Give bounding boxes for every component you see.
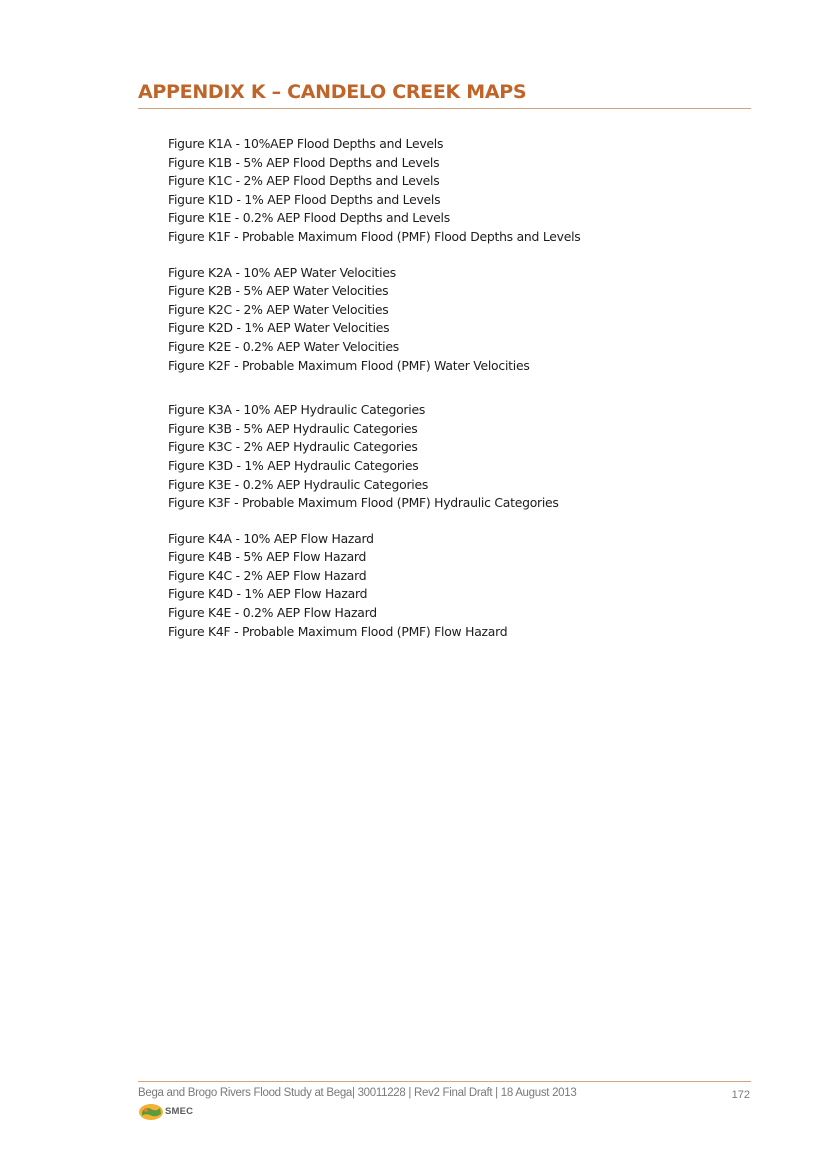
figure-item: Figure K1B - 5% AEP Flood Depths and Levels <box>168 154 440 170</box>
figure-item: Figure K3E - 0.2% AEP Hydraulic Categories <box>168 476 429 492</box>
figure-item: Figure K3B - 5% AEP Hydraulic Categories <box>168 420 418 436</box>
figure-item: Figure K2B - 5% AEP Water Velocities <box>168 283 389 299</box>
figure-item: Figure K1D - 1% AEP Flood Depths and Levels <box>168 191 441 207</box>
figure-list <box>168 135 768 658</box>
figure-item: Figure K3A - 10% AEP Hydraulic Categories <box>168 402 426 418</box>
figure-item: Figure K2F - Probable Maximum Flood (PMF) Water Velocities <box>168 357 530 373</box>
figure-item: Figure K4B - 5% AEP Flow Hazard <box>168 549 367 565</box>
figure-item: Figure K4C - 2% AEP Flow Hazard <box>168 567 367 583</box>
figure-item: Figure K3F - Probable Maximum Flood (PMF) Hydraulic Categories <box>168 495 559 511</box>
figure-item: Figure K4A - 10% AEP Flow Hazard <box>168 530 374 546</box>
figure-group-k2 <box>168 264 768 376</box>
figure-item: Figure K4F - Probable Maximum Flood (PMF) Flow Hazard <box>168 623 508 639</box>
smec-logo <box>138 1103 208 1121</box>
figure-item: Figure K1C - 2% AEP Flood Depths and Levels <box>168 173 440 189</box>
figure-item: Figure K2E - 0.2% AEP Water Velocities <box>168 338 399 354</box>
page-number: 172 <box>731 1089 750 1101</box>
figure-item: Figure K3C - 2% AEP Hydraulic Categories <box>168 439 418 455</box>
smec-logo-icon <box>138 1103 164 1121</box>
figure-item: Figure K1A - 10%AEP Flood Depths and Levels <box>168 136 444 151</box>
figure-item: Figure K3D - 1% AEP Hydraulic Categories <box>168 457 419 473</box>
footer-rule <box>138 1081 751 1082</box>
figure-item: Figure K2C - 2% AEP Water Velocities <box>168 301 389 317</box>
figure-item: Figure K1E - 0.2% AEP Flood Depths and Levels <box>168 210 450 226</box>
figure-item: Figure K4D - 1% AEP Flow Hazard <box>168 586 368 602</box>
figure-item: Figure K1F - Probable Maximum Flood (PMF) Flood Depths and Levels <box>168 228 581 244</box>
figure-item: Figure K2D - 1% AEP Water Velocities <box>168 320 390 336</box>
figure-group-k1 <box>168 135 768 247</box>
heading-rule <box>138 108 751 109</box>
figure-item: Figure K2A - 10% AEP Water Velocities <box>168 264 396 280</box>
logo-text: SMEC <box>165 1106 194 1117</box>
figure-group-k3 <box>168 401 768 513</box>
figure-item: Figure K4E - 0.2% AEP Flow Hazard <box>168 605 377 621</box>
footer-text: Bega and Brogo Rivers Flood Study at Bega| 30011228 | Rev2 Final Draft | 18 August 2013 <box>138 1087 577 1099</box>
appendix-heading: APPENDIX K – CANDELO CREEK MAPS <box>138 81 527 103</box>
figure-group-k4 <box>168 530 768 642</box>
